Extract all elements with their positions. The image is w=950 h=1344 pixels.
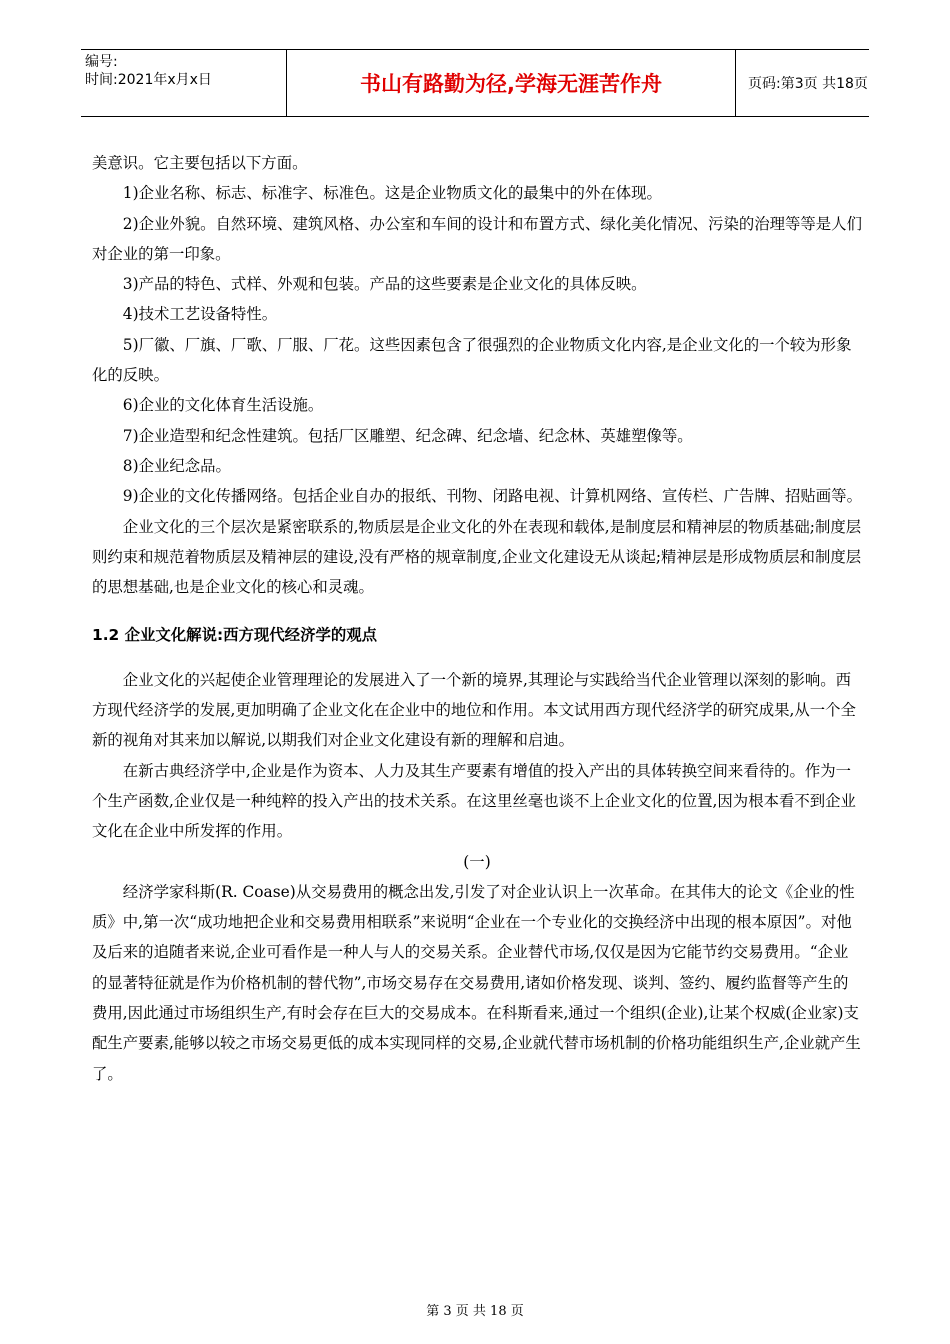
section-heading: 1.2 企业文化解说:西方现代经济学的观点 [92, 626, 378, 645]
page-footer: 第 3 页 共 18 页 [426, 1304, 524, 1319]
paragraph: 经济学家科斯(R. Coase)从交易费用的概念出发,引发了对企业认识上一次革命。在其伟大的论文《企业的性质》中,第一次“成功地把企业和交易费用相联系”来说明“企业在一个专业化的交换经济中出现的根本原因”。对他及后来的追随者来说,企业可看作是一种人与人的交易关系。企业替代市场,仅仅是因为它能节约交易费用。“企业的显著特征就是作为价格机制的替代物”,市场交易存在交易费用,诸如价格发现、谈判、签约、履约监督等产生的费用,因此通过市场组织生产,有时会存在巨大的交易成本。在科斯看来,通过一个组织(企业),让某个权威(企业家)支配生产要素,能够以较之市场交易更低的成本实现同样的交易,企业就代替市场机制的价格功能组织生产,企业就产生了。 [92, 882, 861, 1083]
header-slogan: 书山有路勤为径,学海无涯苦作舟 [286, 50, 736, 116]
paragraph: 在新古典经济学中,企业是作为资本、人力及其生产要素有增值的投入产出的具体转换空间来看待的。作为一个生产函数,企业仅是一种纯粹的投入产出的技术关系。在这里丝毫也谈不上企业文化的位置,因为根本看不到企业文化在企业中所发挥的作用。 [92, 761, 856, 841]
page-header [81, 49, 869, 117]
list-item: 6)企业的文化体育生活设施。 [122, 396, 324, 415]
paragraph: 企业文化的兴起使企业管理理论的发展进入了一个新的境界,其理论与实践给当代企业管理以深刻的影响。西方现代经济学的发展,更加明确了企业文化在企业中的地位和作用。本文试用西方现代经济学的研究成果,从一个全新的视角对其来加以解说,以期我们对企业文化建设有新的理解和启迪。 [92, 670, 856, 750]
list-item: 3)产品的特色、式样、外观和包装。产品的这些要素是企业文化的具体反映。 [122, 275, 647, 294]
paragraph: 美意识。它主要包括以下方面。 [92, 154, 308, 172]
list-item: 8)企业纪念品。 [122, 456, 231, 475]
list-item: 5)厂徽、厂旗、厂歌、厂服、厂花。这些因素包含了很强烈的企业物质文化内容,是企业文化的一个较为形象化的反映。 [92, 335, 852, 385]
header-meta [81, 50, 286, 116]
header-time-label: 时间:2021年x月x日 [85, 72, 212, 88]
header-number-label: 编号: [85, 54, 118, 70]
list-item: 7)企业造型和纪念性建筑。包括厂区雕塑、纪念碑、纪念墙、纪念林、英雄塑像等。 [122, 426, 693, 445]
list-item: 4)技术工艺设备特性。 [122, 305, 278, 324]
subsection-marker: (一) [463, 852, 491, 871]
document-body [92, 148, 862, 1089]
list-item: 9)企业的文化传播网络。包括企业自办的报纸、刊物、闭路电视、计算机网络、宣传栏、广告牌、招贴画等。 [122, 487, 862, 506]
paragraph: 企业文化的三个层次是紧密联系的,物质层是企业文化的外在表现和载体,是制度层和精神层的物质基础;制度层则约束和规范着物质层及精神层的建设,没有严格的规章制度,企业文化建设无从谈起;精神层是形成物质层和制度层的思想基础,也是企业文化的核心和灵魂。 [92, 517, 862, 597]
list-item: 1)企业名称、标志、标准字、标准色。这是企业物质文化的最集中的外在体现。 [122, 184, 662, 203]
list-item: 2)企业外貌。自然环境、建筑风格、办公室和车间的设计和布置方式、绿化美化情况、污染的治理等等是人们对企业的第一印象。 [92, 214, 862, 263]
header-page-label: 页码:第3页 共18页 [748, 76, 868, 92]
